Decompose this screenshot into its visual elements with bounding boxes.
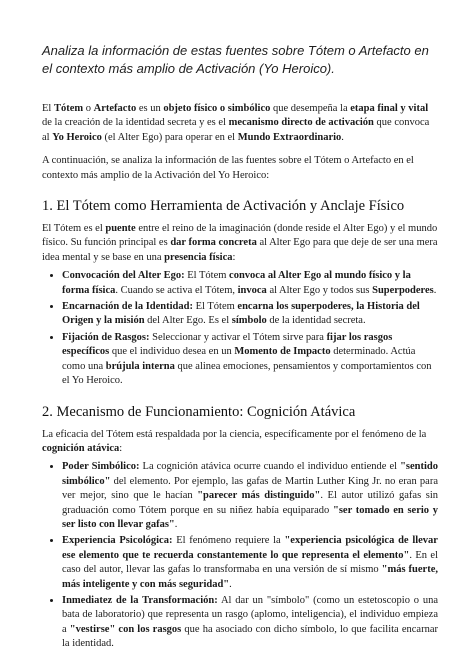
bold-text: símbolo <box>231 315 267 327</box>
text: entre el reino de la imaginación (donde reside el Alter Ego) y el mundo físico. Su función principal es <box>42 223 438 249</box>
text: . Cuando se activa el Tótem, <box>115 284 238 296</box>
list-item <box>62 331 438 389</box>
item-label: Experiencia Psicológica: <box>62 535 173 547</box>
bold-text: convoca al Alter Ego al mundo físico y la forma física <box>62 270 411 296</box>
text: al Alter Ego y todos sus <box>266 284 373 296</box>
section-2-heading: 2. Mecanismo de Funcionamiento: Cognición Atávica <box>42 403 356 420</box>
definition-paragraph <box>42 102 438 145</box>
bold-text: "parecer más distinguido" <box>197 490 321 502</box>
text: El Tótem es el <box>42 223 106 235</box>
bold-text: mecanismo directo de activación <box>228 117 374 129</box>
bold-text: puente <box>105 223 136 235</box>
item-label: Poder Simbólico: <box>62 461 140 473</box>
text: del elemento. Por ejemplo, las gafas de Martin Luther King Jr. no eran para ver mejor, sino que le hacían <box>62 475 438 502</box>
bold-text: Superpoderes <box>372 284 434 296</box>
text: La eficacia del Tótem está respaldada por la ciencia, específicamente por el fenómeno de la <box>42 428 427 440</box>
text: que ha asociado con dicho símbolo, lo que facilita encarnar la identidad. <box>62 623 438 650</box>
intro-prompt: Analiza la información de estas fuentes sobre Tótem o Artefacto en el contexto más amplio de Activación (Yo Heroico). <box>42 43 429 76</box>
text: : <box>232 251 236 263</box>
bold-text: "vestirse" con los rasgos <box>69 623 182 635</box>
text: . <box>341 131 344 143</box>
section-2-intro <box>42 428 438 457</box>
text: determinado. Actúa como una <box>62 346 416 372</box>
bold-text: etapa final y vital <box>350 103 429 114</box>
text: : <box>119 442 123 454</box>
bold-text: dar forma concreta <box>170 237 257 249</box>
text: . <box>229 578 232 590</box>
bold-text: brújula interna <box>105 360 175 372</box>
text: de la creación de la identidad secreta y es el <box>42 117 229 129</box>
bold-text: cognición atávica <box>42 442 120 454</box>
bold-text: Artefacto <box>93 103 137 114</box>
text: . <box>433 284 437 296</box>
section-2-list <box>42 460 438 651</box>
item-label: Inmediatez de la Transformación: <box>62 594 218 606</box>
list-item <box>62 460 438 532</box>
list-item <box>62 594 438 652</box>
bold-text: Momento de Impacto <box>234 346 331 358</box>
section-1-heading: 1. El Tótem como Herramienta de Activación y Anclaje Físico <box>42 198 405 215</box>
bold-text: "ser tomado en serio y ser listo con llevar gafas" <box>62 504 438 530</box>
bold-text: Tótem <box>53 103 84 114</box>
text: de la identidad secreta. <box>266 315 366 327</box>
bold-text: Mundo Extraordinario <box>237 131 342 143</box>
list-item <box>62 534 438 592</box>
text: El fenómeno requiere la <box>172 535 285 547</box>
section-1-list <box>42 269 438 388</box>
text: (el Alter Ego) para operar en el <box>101 131 238 143</box>
text: El <box>42 103 54 114</box>
bold-text: "experiencia psicológica de llevar ese elemento que te recuerda constantemente lo que representa el elemento" <box>62 535 438 561</box>
text: El Tótem <box>192 301 238 313</box>
text: es un <box>136 103 164 114</box>
text: El Tótem <box>184 270 230 282</box>
bold-text: fijar los rasgos específicos <box>62 331 393 358</box>
text: Al dar un "símbolo" (como un estetoscopio o una bata de laboratorio) que representa un rasgo (aplomo, inteligencia), el individuo empieza a <box>62 594 438 635</box>
text: que desempeña la <box>270 103 351 114</box>
list-item <box>62 300 438 329</box>
text: del Alter Ego. Es el <box>144 315 232 327</box>
bold-text: objeto físico o simbólico <box>163 103 271 114</box>
item-label: Encarnación de la Identidad: <box>62 301 193 313</box>
text: que convoca al <box>42 117 430 143</box>
bold-text: presencia física <box>164 251 233 263</box>
list-item <box>62 269 438 298</box>
bold-text: invoca <box>237 284 267 296</box>
item-label: Convocación del Alter Ego: <box>62 270 185 282</box>
text: . En el caso del autor, llevar las gafas lo transformaba en una versión de sí mismo <box>62 549 438 576</box>
context-paragraph: A continuación, se analiza la información de las fuentes sobre el Tótem o Artefacto en el contexto más amplio de la Activación del Yo Heroico: <box>42 155 414 181</box>
text: La cognición atávica ocurre cuando el individuo entiende el <box>139 461 401 473</box>
bold-text: "más fuerte, más inteligente y con más seguridad" <box>62 564 438 590</box>
section-1-intro <box>42 222 438 265</box>
text: . El autor utilizó gafas sin graduación como Tótem porque en su niñez había equiparado <box>62 490 438 516</box>
item-label: Fijación de Rasgos: <box>62 331 150 343</box>
bold-text: "sentido simbólico" <box>62 461 438 487</box>
bold-text: Yo Heroico <box>52 131 102 143</box>
text: al Alter Ego para que deje de ser una mera idea mental y se base en una <box>42 237 438 263</box>
text: Seleccionar y activar el Tótem sirve para <box>149 331 327 343</box>
text: que el individuo desea en un <box>109 346 235 358</box>
text: que alinea emociones, pensamientos y comportamientos con el Yo Heroico. <box>62 360 432 387</box>
text: o <box>83 103 94 114</box>
bold-text: encarna los superpoderes, la Historia del Origen y la misión <box>62 301 420 327</box>
text: . <box>174 518 178 530</box>
